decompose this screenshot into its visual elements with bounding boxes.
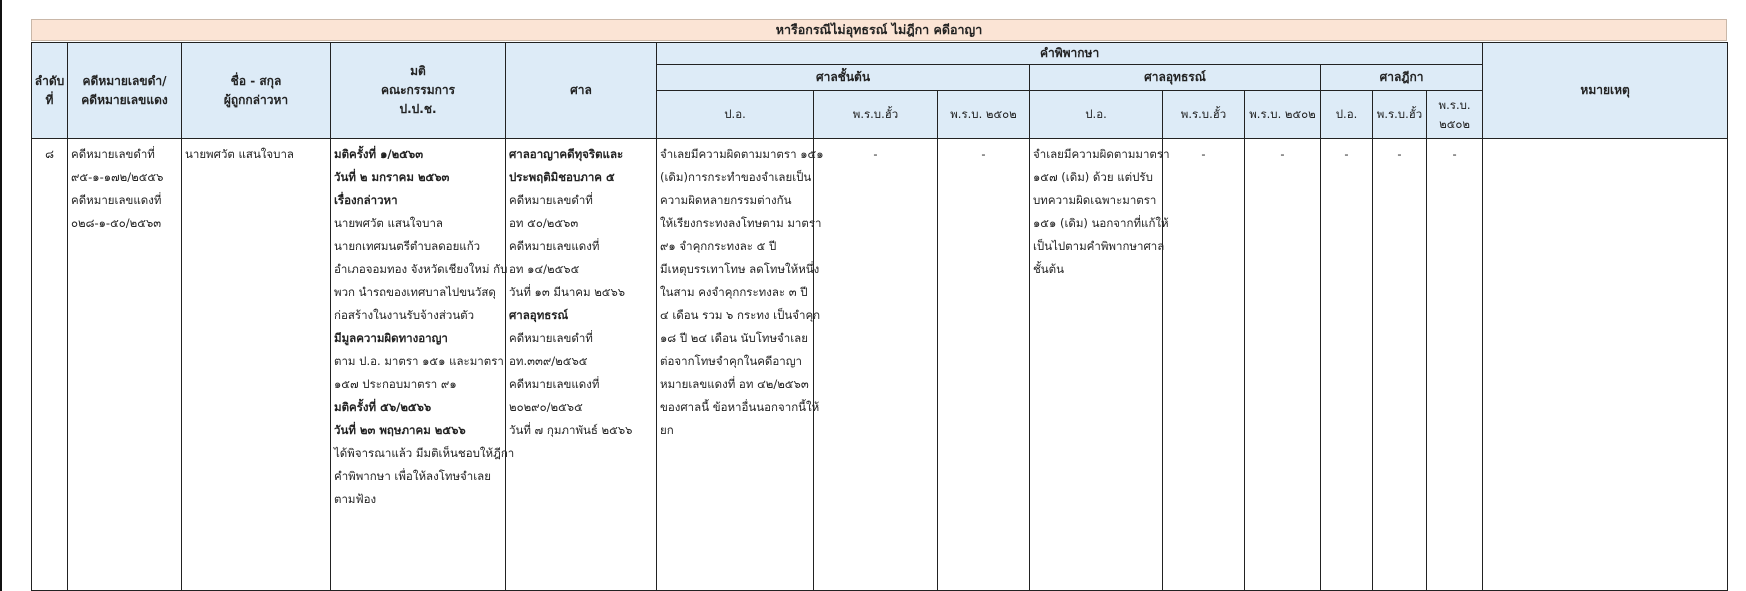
cell-appeal-prb-2502: - <box>1245 139 1321 591</box>
left-border <box>0 0 2 591</box>
table-title: หารือกรณีไม่อุทธรณ์ ไม่ฎีกา คดีอาญา <box>31 19 1727 41</box>
header-first-court: ศาลชั้นต้น <box>657 65 1030 91</box>
header-row-1 <box>32 43 1728 65</box>
cell-sc-prb-2502: - <box>1427 139 1483 591</box>
table-row <box>32 139 1728 591</box>
header-first-prb-old: พ.ร.บ.ฮั้ว <box>814 91 938 139</box>
header-sc-prb-old: พ.ร.บ.ฮั้ว <box>1373 91 1427 139</box>
header-first-prb-2502: พ.ร.บ. ๒๕๐๒ <box>938 91 1030 139</box>
cell-remark <box>1483 139 1728 591</box>
header-sc-prb-2502: พ.ร.บ. ๒๕๐๒ <box>1427 91 1483 139</box>
header-sc-pa: ป.อ. <box>1321 91 1373 139</box>
cell-sc-pa: - <box>1321 139 1373 591</box>
header-name: ชื่อ - สกุล ผู้ถูกกล่าวหา <box>182 43 331 139</box>
header-resolution: มติ คณะกรรมการ ป.ป.ช. <box>331 43 506 139</box>
cell-appeal-prb-old: - <box>1163 139 1245 591</box>
header-supreme-court: ศาลฎีกา <box>1321 65 1483 91</box>
header-appeal-prb-old: พ.ร.บ.ฮั้ว <box>1163 91 1245 139</box>
cell-court: ศาลอาญาคดีทุจริตและ ประพฤติมิชอบภาค ๕ คดีหมายเลขดำที่ อท ๕๐/๒๕๖๓ คดีหมายเลขแดงที่ อท ๑๔/๒๕๖๕ วันที่ ๑๓ มีนาคม ๒๕๖๖ ศาลอุทธรณ์ คดีหมายเลขดำที่ อท.๓๓๙/๒๕๖๕ คดีหมายเลขแดงที่ ๒๐๒๙๐/๒๕๖๕ วันที่ ๗ กุมภาพันธ์ ๒๕๖๖ <box>506 139 657 591</box>
cell-case-no: คดีหมายเลขดำที่ ๙๕-๑-๑๗๒/๒๕๕๖ คดีหมายเลขแดงที่ ๐๒๘-๑-๕๐/๒๕๖๓ <box>68 139 182 591</box>
cell-name: นายพศวัต แสนใจบาล <box>182 139 331 591</box>
cell-first-prb-2502: - <box>938 139 1030 591</box>
header-case-no: คดีหมายเลขดำ/ คดีหมายเลขแดง <box>68 43 182 139</box>
case-table <box>31 42 1728 591</box>
header-seq: ลำดับ ที่ <box>32 43 68 139</box>
cell-appeal-pa: จำเลยมีความผิดตามมาตรา ๑๕๗ (เดิม) ด้วย แต่ปรับ บทความผิดเฉพาะมาตรา ๑๕๑ (เดิม) นอกจากที่แก้ให้ เป็นไปตามคำพิพากษาศาล ชั้นต้น <box>1030 139 1163 591</box>
header-remark: หมายเหตุ <box>1483 43 1728 139</box>
cell-sc-prb-old: - <box>1373 139 1427 591</box>
header-appeal-court: ศาลอุทธรณ์ <box>1030 65 1321 91</box>
cell-first-prb-old: - <box>814 139 938 591</box>
header-appeal-prb-2502: พ.ร.บ. ๒๕๐๒ <box>1245 91 1321 139</box>
header-court: ศาล <box>506 43 657 139</box>
cell-resolution: มติครั้งที่ ๑/๒๕๖๓ วันที่ ๒ มกราคม ๒๕๖๓ เรื่องกล่าวหา นายพศวัต แสนใจบาล นายกเทศมนตรีตำบลดอยแก้ว อำเภอจอมทอง จังหวัดเชียงใหม่ กับ พวก นำรถของเทศบาลไปขนวัสดุ ก่อสร้างในงานรับจ้างส่วนตัว มีมูลความผิดทางอาญา ตาม ป.อ. มาตรา ๑๕๑ และมาตรา ๑๕๗ ประกอบมาตรา ๙๑ มติครั้งที่ ๕๖/๒๕๖๖ วันที่ ๒๓ พฤษภาคม ๒๕๖๖ ได้พิจารณาแล้ว มีมติเห็นชอบให้ฎีกา คำพิพากษา เพื่อให้ลงโทษจำเลย ตามฟ้อง <box>331 139 506 591</box>
cell-first-pa: จำเลยมีความผิดตามมาตรา ๑๕๑ (เดิม)การกระทำของจำเลยเป็น ความผิดหลายกรรมต่างกัน ให้เรียงกระทงลงโทษตาม มาตรา ๙๑ จำคุกกระทงละ ๕ ปี มีเหตุบรรเทาโทษ ลดโทษให้หนึ่ง ในสาม คงจำคุกกระทงละ ๓ ปี ๔ เดือน รวม ๖ กระทง เป็นจำคุก ๑๘ ปี ๒๔ เดือน นับโทษจำเลย ต่อจากโทษจำคุกในคดีอาญา หมายเลขแดงที่ อท ๔๒/๒๕๖๓ ของศาลนี้ ข้อหาอื่นนอกจากนี้ให้ ยก <box>657 139 814 591</box>
header-judgment: คำพิพากษา <box>657 43 1483 65</box>
header-appeal-pa: ป.อ. <box>1030 91 1163 139</box>
cell-seq: ๘ <box>32 139 68 591</box>
header-first-pa: ป.อ. <box>657 91 814 139</box>
